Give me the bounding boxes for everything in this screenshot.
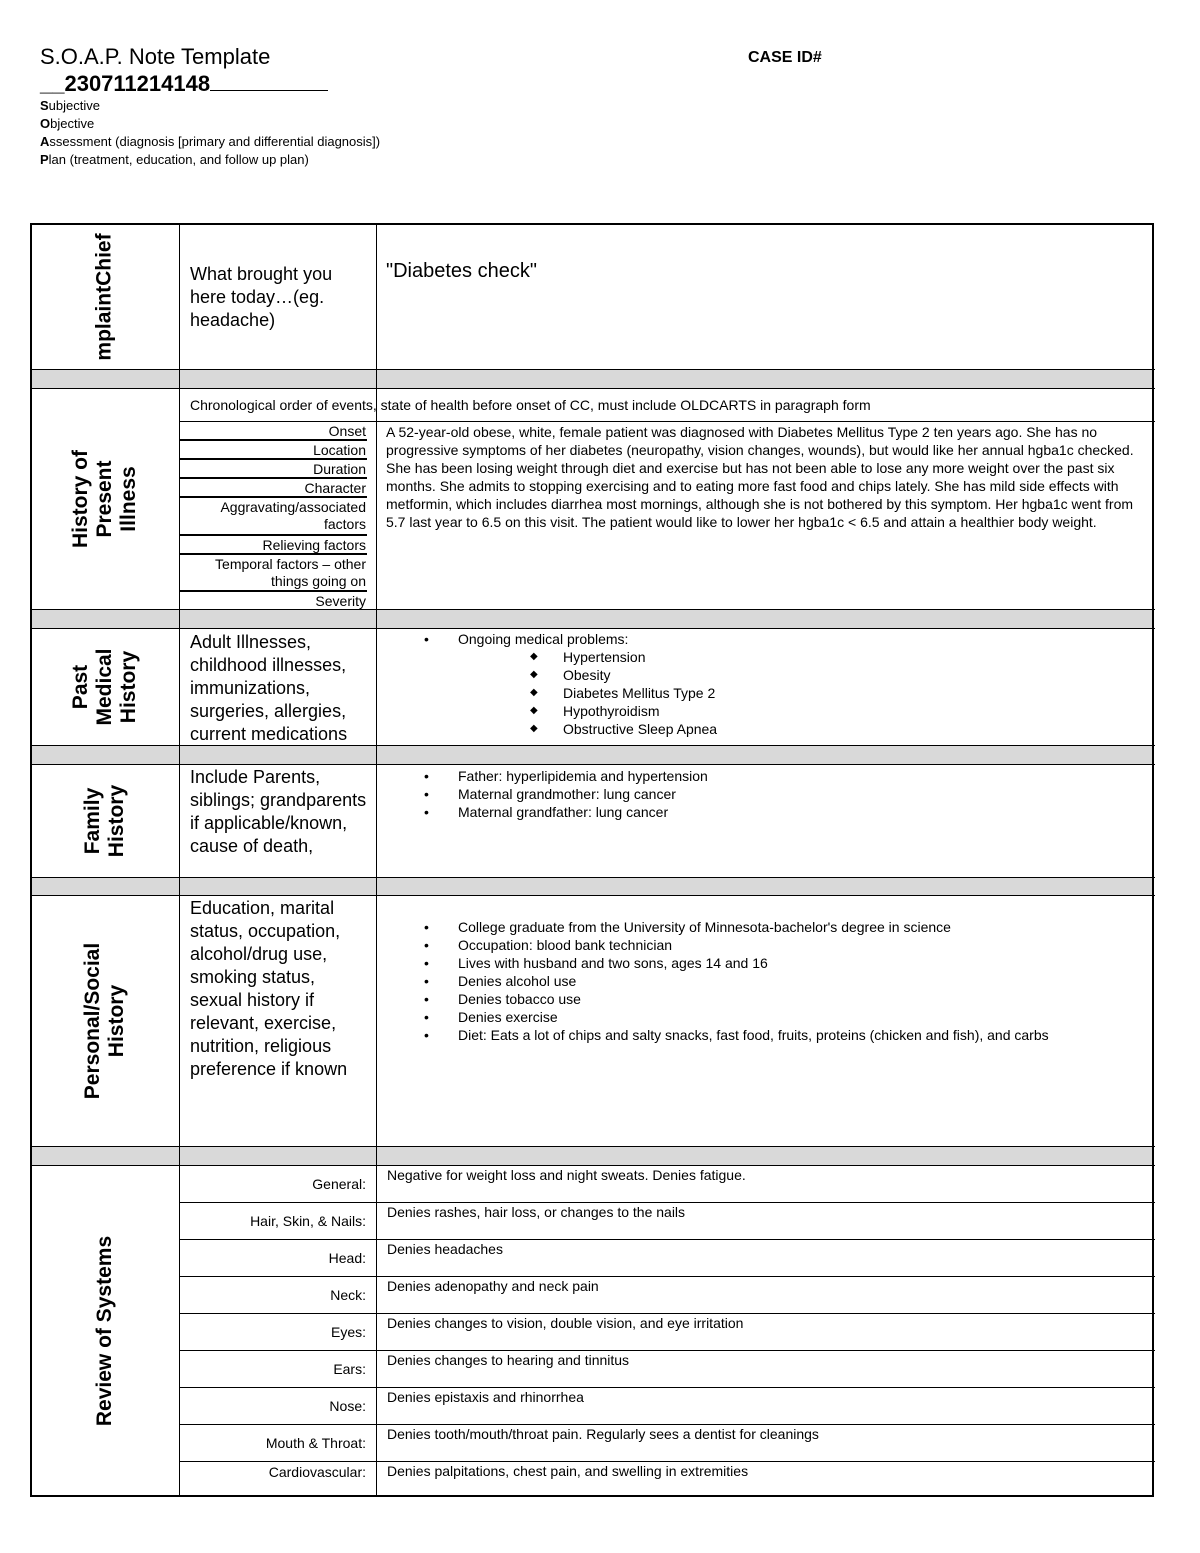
ros-value-cardiovascular: Denies palpitations, chest pain, and swelling in extremities [387, 1463, 749, 1479]
hpi-label-severity: Severity [315, 593, 366, 609]
soap-line-assessment: Assessment (diagnosis [primary and differential diagnosis]) [40, 134, 381, 149]
hpi-instruction-divider [180, 421, 1155, 422]
ros-heading: Review of Systems [93, 1235, 117, 1427]
ros-value-ears: Denies changes to hearing and tinnitus [387, 1352, 630, 1368]
ros-value-mouth-throat: Denies tooth/mouth/throat pain. Regularly sees a dentist for cleanings [387, 1426, 819, 1442]
ros-value-eyes: Denies changes to vision, double vision, and eye irritation [387, 1315, 744, 1331]
soap-line-plan: Plan (treatment, education, and follow up plan) [40, 152, 309, 167]
ros-label-hair-skin-nails: Hair, Skin, & Nails: [250, 1213, 366, 1229]
ros-label-eyes: Eyes: [330, 1324, 366, 1340]
row-divider [30, 628, 1155, 629]
social-history-list [386, 918, 1151, 1044]
social-history-heading: Personal/Social History [81, 942, 128, 1100]
row-divider [30, 764, 1155, 765]
hpi-label-onset: Onset [180, 423, 367, 441]
hpi-label-duration: Duration [180, 461, 367, 479]
list-item: • Denies alcohol use [386, 972, 1151, 990]
chief-complaint-value: "Diabetes check" [386, 260, 537, 282]
list-item: • Maternal grandfather: lung cancer [386, 803, 1146, 821]
list-item: • Father: hyperlipidemia and hypertension [386, 767, 1146, 785]
ros-label-head: Head: [328, 1250, 366, 1266]
ros-label-mouth-throat: Mouth & Throat: [265, 1435, 366, 1451]
ros-value-general: Negative for weight loss and night sweats. Denies fatigue. [387, 1167, 746, 1183]
document-title: S.O.A.P. Note Template [40, 44, 271, 69]
soap-line-subjective: Subjective [40, 98, 100, 113]
list-item: ◆ Obesity [386, 666, 1146, 684]
hpi-narrative: A 52-year-old obese, white, female patient was diagnosed with Diabetes Mellitus Type 2 ten years ago. She has no progressive symptoms of her diabetes (neuropathy, vision changes, wounds), but would like her annual hgba1c checked. She has been losing weight through diet and exercise but has not been able to lose any more weight over the past six months. She admits to stopping exercising and to eating more fast food and chips lately. She has mild side effects with metformin, which includes diarrhea most mornings, although she is not bothered by this symptom. Her hgba1c went from 5.7 last year to 6.5 on this visit. The patient would like to lower her hgba1c < 6.5 and attain a healthier body weight. [386, 424, 1134, 530]
chief-complaint-prompt: What brought you here today…(eg. headache) [190, 264, 333, 330]
social-history-prompt: Education, marital status, occupation, alcohol/drug use, smoking status, sexual history if relevant, exercise, nutrition, religious preference if known [190, 898, 348, 1079]
family-history-prompt: Include Parents, siblings; grandparents if applicable/known, cause of death, [190, 767, 367, 856]
hpi-label-temporal: Temporal factors – other things going on [180, 556, 367, 592]
family-history-heading: Family History [81, 784, 128, 858]
soap-line-objective: Objective [40, 116, 95, 131]
list-item: • Maternal grandmother: lung cancer [386, 785, 1146, 803]
family-history-list [386, 767, 1146, 821]
ros-label-ears: Ears: [333, 1361, 366, 1377]
case-id-number: __230711214148 [40, 71, 211, 96]
list-item: • Ongoing medical problems: [386, 630, 1146, 648]
list-item: • Occupation: blood bank technician [386, 936, 1151, 954]
list-item: • Denies exercise [386, 1008, 1151, 1026]
ros-label-neck: Neck: [330, 1287, 366, 1303]
pmh-prompt: Adult Illnesses, childhood illnesses, immunizations, surgeries, allergies, current medications [190, 632, 348, 744]
hpi-label-character: Character [180, 480, 367, 498]
row-divider [30, 388, 1155, 389]
list-item: • Lives with husband and two sons, ages 14 and 16 [386, 954, 1151, 972]
row-divider [30, 895, 1155, 896]
ros-label-cardiovascular: Cardiovascular: [268, 1464, 366, 1480]
hpi-label-location: Location [180, 442, 367, 460]
list-item: • Denies tobacco use [386, 990, 1151, 1008]
case-id-underline [210, 72, 328, 91]
hpi-label-relieving: Relieving factors [180, 537, 367, 555]
row-divider [30, 877, 1155, 878]
row-divider [30, 369, 1155, 370]
ros-value-head: Denies headaches [387, 1241, 503, 1257]
list-item: ◆ Diabetes Mellitus Type 2 [386, 684, 1146, 702]
ros-label-general: General: [312, 1176, 366, 1192]
ros-value-hair-skin-nails: Denies rashes, hair loss, or changes to the nails [387, 1204, 686, 1220]
chief-complaint-heading: mplaintChief [92, 233, 116, 361]
ros-value-nose: Denies epistaxis and rhinorrhea [387, 1389, 584, 1405]
pmh-list [386, 630, 1146, 738]
case-id-value [40, 70, 328, 98]
hpi-instruction: Chronological order of events, state of health before onset of CC, must include OLDCARTS in paragraph form [190, 397, 871, 413]
pmh-heading: Past Medical History [69, 648, 140, 726]
ros-value-neck: Denies adenopathy and neck pain [387, 1278, 599, 1294]
case-id-label: CASE ID# [748, 49, 822, 66]
ros-label-nose: Nose: [329, 1398, 366, 1414]
list-item: • College graduate from the University of Minnesota-bachelor's degree in science [386, 918, 1151, 936]
list-item: ◆ Hypertension [386, 648, 1146, 666]
list-item: ◆ Hypothyroidism [386, 702, 1146, 720]
row-divider [30, 1146, 1155, 1147]
list-item: ◆ Obstructive Sleep Apnea [386, 720, 1146, 738]
hpi-label-aggravating: Aggravating/associated factors [180, 499, 367, 536]
hpi-heading: History of Present Illness [69, 450, 140, 549]
list-item: • Diet: Eats a lot of chips and salty snacks, fast food, fruits, proteins (chicken and fish), and carbs [386, 1026, 1151, 1044]
